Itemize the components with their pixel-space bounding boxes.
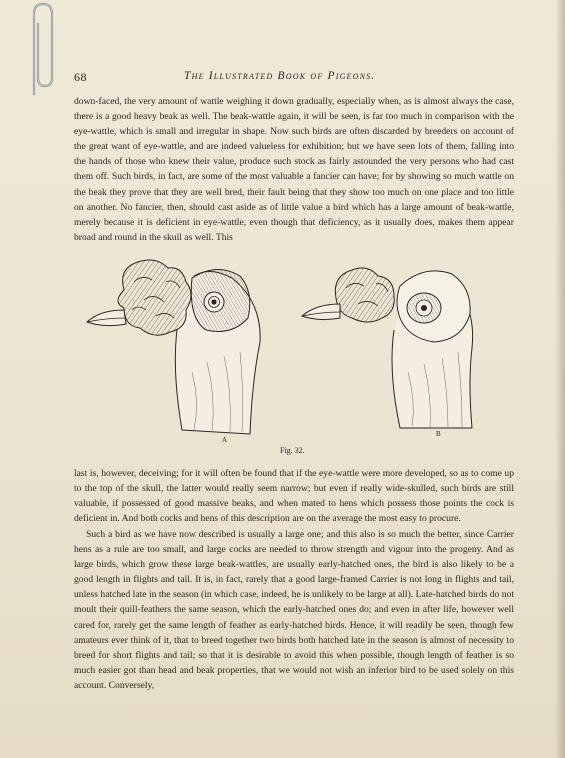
- page-number: 68: [74, 70, 87, 84]
- pigeon-head-a-drawing: [87, 260, 260, 434]
- paragraph-3: Such a bird as we have now described is usually a large one; and this also is so much the better, since Carrier hens as a rule are too small, and large cocks are needed to throw strength and vigour into the progeny. And as large birds, which grow these large beak-wattles, are usually early-hatched ones, the bird is also likely to be a good length in flights and tail. It is, in fact, rarely that a good large-framed Carrier is not long in flights and tail, unless hatched late in the season (in which case, indeed, he is unlikely to be large at all). Late-hatched birds do not moult their quill-feathers the same season, which the early-hatched ones do; and even in after life, however well cared for, rarely get the same length of feather as early-hatched birds. Hence, it will readily be seen, though few amateurs ever think of it, that to breed together two birds both hatched late in the season is almost of necessity to breed for short flights and tail; so that it is desirable to avoid this when possible, though length of feather is so much easier got than head and beak properties, that we would not wish an inferior bird to be used solely on this account. Conversely,: [74, 529, 514, 691]
- figure-label-a: A: [222, 436, 228, 444]
- figure-caption: Fig. 32.: [280, 446, 305, 455]
- figure-label-b: B: [436, 430, 442, 438]
- figure-pigeon-heads: [82, 252, 492, 452]
- page-header: [74, 68, 514, 86]
- paragraph-1: down-faced, the very amount of wattle weighing it down gradually, especially when, as is almost always the case, there is a good heavy beak as well. The beak-wattle again, it will be seen, is far too much in comparison with the eye-wattle, which is small and irregular in shape. Now such birds are often discarded by breeders on account of the great want of eye-wattle, and are indeed valueless for exhibition; but we have seen lots of them, falling into the hands of those who knew their value, produce such stock as fairly astounded the very persons who had cast them off. Such birds, in fact, are some of the most valuable a fancier can have; for by showing so much wattle on the beak they prove that they are well bred, their fault being that they show too much on one place and too little on another. No fancier, then, should cast aside as of little value a bird which has a large amount of beak-wattle, merely because it is deficient in eye-wattle, even though that deficiency, as it usually does, makes them appear broad and round in the skull as well. This: [74, 96, 514, 243]
- paperclip-icon: [24, 0, 58, 96]
- pigeon-head-b-drawing: [302, 268, 473, 428]
- page-edge-shadow: [555, 0, 565, 758]
- running-title: The Illustrated Book of Pigeons.: [184, 70, 376, 82]
- paragraph-2: last is, however, deceiving; for it will often be found that if the eye-wattle were more developed, so as to come up to the top of the skull, the latter would really seem narrow; but even if really wide-skulled, such birds are still valuable, if possessed of good massive beaks, and when mated to hens which possess those points the cock is deficient in. And both cocks and hens of this description are on the average the most easy to procure.: [74, 468, 514, 525]
